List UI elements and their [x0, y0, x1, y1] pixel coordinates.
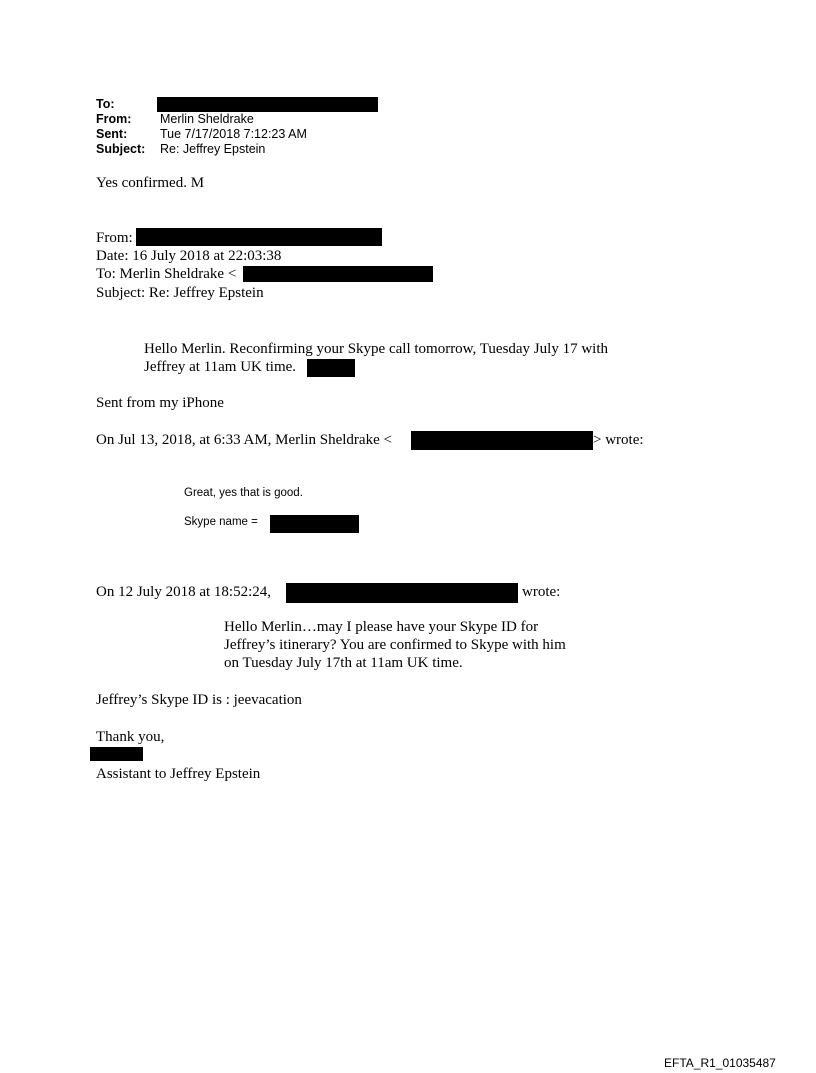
quoted2-line1: Great, yes that is good. [184, 487, 303, 499]
skype-id-line: Jeffrey’s Skype ID is : jeevacation [96, 692, 302, 708]
redacted-sender [136, 228, 382, 246]
quoted1-date: Date: 16 July 2018 at 22:03:38 [96, 248, 282, 264]
from-value: Merlin Sheldrake [160, 112, 254, 126]
redacted-email [411, 431, 593, 450]
sent-label: Sent: [96, 127, 128, 141]
to-label: To: [96, 97, 115, 111]
redacted-email [243, 266, 433, 282]
quoted2-intro-prefix: On Jul 13, 2018, at 6:33 AM, Merlin Sheldrake < [96, 432, 392, 448]
quoted3-body-line3: on Tuesday July 17th at 11am UK time. [224, 655, 463, 671]
redacted-to-address [157, 97, 378, 112]
subject-value: Re: Jeffrey Epstein [160, 142, 266, 156]
redacted-signature-name [90, 747, 143, 761]
quoted3-intro-suffix: wrote: [522, 584, 561, 600]
quoted1-signature: Sent from my iPhone [96, 395, 224, 411]
quoted2-line2: Skype name = [184, 516, 258, 528]
quoted1-body-line2: Jeffrey at 11am UK time. [144, 359, 297, 375]
quoted3-body-line1: Hello Merlin…may I please have your Skype ID for [224, 619, 539, 635]
subject-label: Subject: [96, 142, 146, 156]
thanks-line: Thank you, [96, 729, 165, 745]
quoted3-intro-prefix: On 12 July 2018 at 18:52:24, [96, 584, 271, 600]
from-label: From: [96, 112, 132, 126]
quoted1-subject: Subject: Re: Jeffrey Epstein [96, 285, 264, 301]
signoff-line: Assistant to Jeffrey Epstein [96, 766, 261, 782]
quoted2-intro-suffix: > wrote: [593, 432, 644, 448]
reply-text: Yes confirmed. M [96, 175, 205, 191]
quoted1-body-line1: Hello Merlin. Reconfirming your Skype call tomorrow, Tuesday July 17 with [144, 341, 608, 357]
document-id: EFTA_R1_01035487 [664, 1056, 776, 1070]
redacted-sender [286, 583, 518, 603]
quoted1-from: From: [96, 230, 133, 246]
sent-value: Tue 7/17/2018 7:12:23 AM [160, 127, 307, 141]
quoted1-to: To: Merlin Sheldrake < [96, 266, 237, 282]
redacted-name [307, 359, 355, 377]
redacted-skype-name [270, 515, 359, 533]
quoted3-body-line2: Jeffrey’s itinerary? You are confirmed to Skype with him [224, 637, 566, 653]
